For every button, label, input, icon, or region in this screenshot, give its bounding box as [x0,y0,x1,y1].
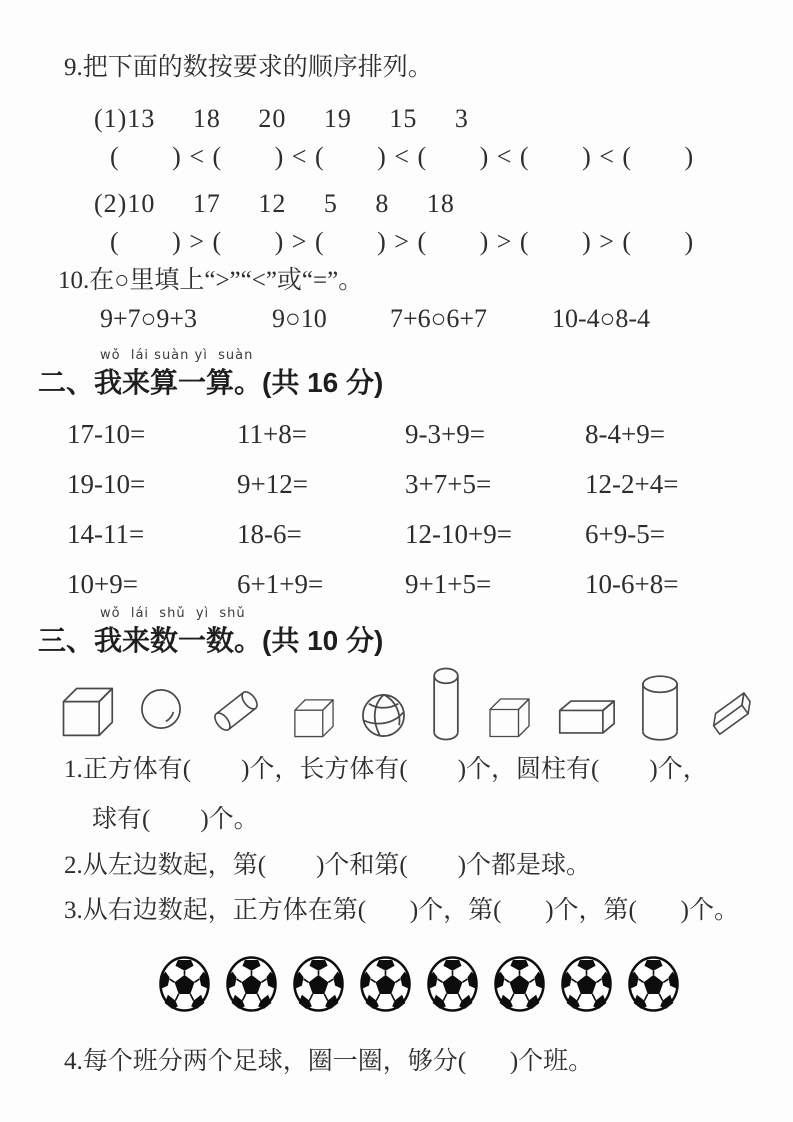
soccer-balls-row [158,955,680,1013]
cylinder-angled-icon [207,680,265,742]
calc-problem: 18-6= [237,519,302,549]
calc-problem: 17-10= [67,419,146,449]
q10-expression: 7+6○6+7 [390,304,488,333]
calc-problem: 9-3+9= [405,419,485,449]
soccer-ball-icon [225,955,278,1013]
cylinder-icon [641,674,679,742]
soccer-ball-icon [158,955,211,1013]
soccer-ball-icon [560,955,613,1013]
section2-pinyin: wǒ lái suàn yì suàn [100,348,254,363]
calc-problem: 9+12= [237,469,308,499]
s3-q3: 3.从右边数起，正方体在第( )个，第( )个，第( )个。 [64,897,739,924]
q9-part1-answer-blanks: ( ) < ( ) < ( ) < ( ) < ( ) < ( ) [110,142,695,171]
s3-q2: 2.从左边数起，第( )个和第( )个都是球。 [64,852,592,879]
calc-problem: 12-2+4= [585,469,679,499]
calc-problem: 6+9-5= [585,519,665,549]
q9-part2-numbers: (2)10 17 12 5 8 18 [94,189,455,218]
s3-q1-line1: 1.正方体有( )个，长方体有( )个，圆柱有( )个， [64,756,708,783]
calc-problem: 9+1+5= [405,569,492,599]
q9-part2-answer-blanks: ( ) > ( ) > ( ) > ( ) > ( ) > ( ) [110,227,695,256]
section3-title: 三、我来数一数。(共 10 分) [38,625,384,656]
calc-problem: 10+9= [67,569,138,599]
q10-expression: 10-4○8-4 [552,304,651,333]
soccer-ball-icon [493,955,546,1013]
calc-problem: 10-6+8= [585,569,679,599]
q9-part1-numbers: (1)13 18 20 19 15 3 [94,104,469,133]
calc-problem: 11+8= [237,419,307,449]
cuboid-angled-icon [703,680,759,742]
cube-icon [484,692,532,742]
q10-title: 10.在○里填上“>”“<”或“=”。 [58,267,364,294]
s3-q1-line2: 球有( )个。 [92,806,259,833]
q10-expression: 9○10 [272,304,327,333]
q10-expression: 9+7○9+3 [100,304,198,333]
section2-title: 二、我来算一算。(共 16 分) [38,367,384,398]
shapes-row [56,652,759,742]
ball-icon [360,692,407,739]
calc-problem: 3+7+5= [405,469,492,499]
soccer-ball-icon [292,955,345,1013]
calc-problem: 14-11= [67,519,145,549]
sphere-icon [140,688,182,730]
calc-grid [67,419,767,619]
calc-problem: 6+1+9= [237,569,324,599]
calc-problem: 12-10+9= [405,519,512,549]
cube-icon [56,680,116,742]
cube-icon [289,693,336,742]
soccer-ball-icon [359,955,412,1013]
calc-problem: 8-4+9= [585,419,665,449]
cylinder-tall-icon [432,667,460,742]
section3-pinyin: wǒ lái shǔ yì shǔ [100,606,246,621]
soccer-ball-icon [426,955,479,1013]
q9-title: 9.把下面的数按要求的顺序排列。 [64,54,433,81]
soccer-ball-icon [627,955,680,1013]
calc-problem: 19-10= [67,469,146,499]
s3-q4: 4.每个班分两个足球，圈一圈，够分( )个班。 [64,1048,594,1075]
cuboid-icon [556,697,616,737]
